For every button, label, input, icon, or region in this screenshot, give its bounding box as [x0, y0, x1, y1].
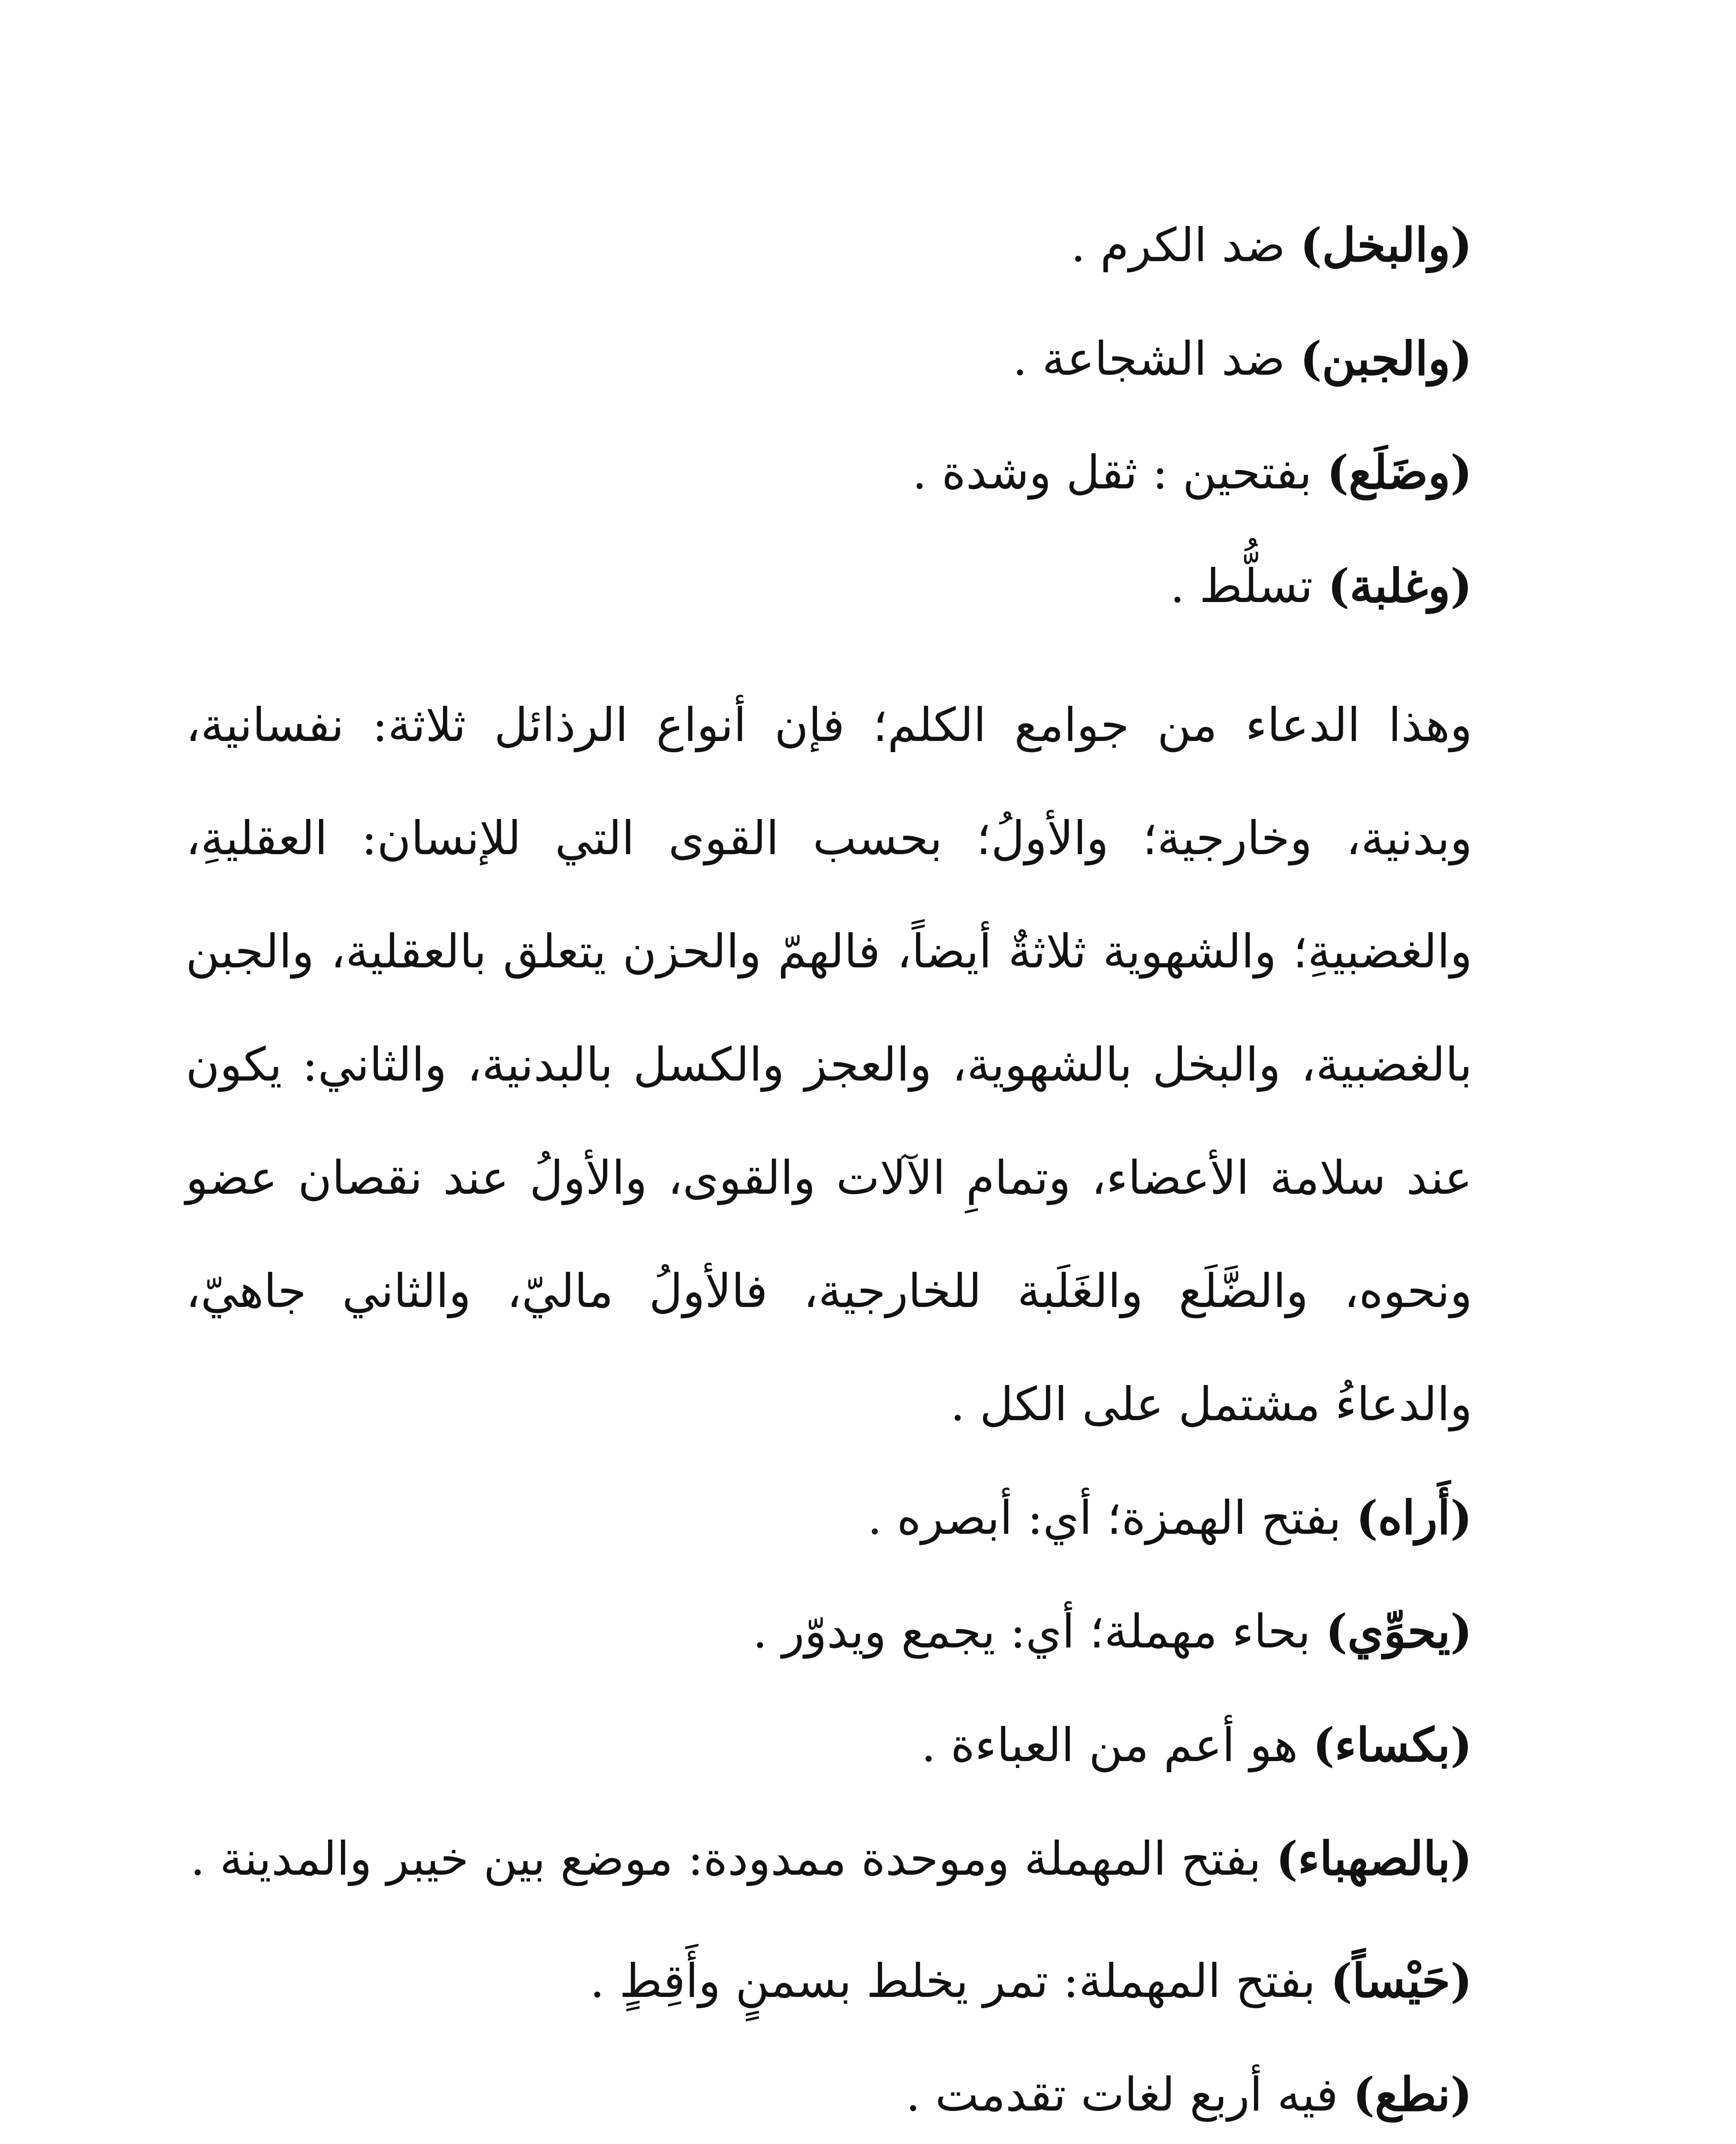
entry-term: (بالصهباء) [1276, 1832, 1472, 1886]
entry-sahba [186, 1802, 1472, 1916]
entry-term: (وضَلَع) [1326, 446, 1472, 500]
entry-definition: ضد الشجاعة . [1013, 332, 1300, 386]
entry-term: (والجبن) [1300, 332, 1472, 386]
entry-term: (وغلبة) [1327, 559, 1472, 613]
entry-dala [186, 416, 1472, 530]
entry-term: (نطع) [1353, 2068, 1472, 2122]
entry-nit [186, 2038, 1472, 2144]
entry-definition: بفتح الهمزة؛ أي: أبصره . [867, 1491, 1356, 1545]
entry-ghalaba [186, 530, 1472, 643]
entry-definition: بفتحين : ثقل وشدة . [912, 446, 1327, 500]
entry-yuhawwi [186, 1575, 1472, 1689]
entry-hays [186, 1924, 1472, 2038]
entry-term: (بكساء) [1313, 1718, 1472, 1772]
entry-jubn [186, 302, 1472, 416]
entry-term: (حَيْساً) [1330, 1954, 1472, 2008]
entry-arahu [186, 1461, 1472, 1575]
entry-kisa [186, 1689, 1472, 1802]
page-content [186, 189, 1472, 2144]
entry-definition: بفتح المهملة: تمر يخلط بسمنٍ وأَقِطٍ . [590, 1954, 1331, 2008]
entry-definition: بفتح المهملة وموحدة ممدودة: موضع بين خيبر والمدينة . [190, 1832, 1276, 1886]
entry-term: (أَراه) [1356, 1491, 1472, 1545]
entry-bukhl [186, 189, 1472, 302]
entry-definition: تسلُّط . [1170, 560, 1328, 613]
entry-term: (يحوِّي) [1325, 1605, 1472, 1659]
entry-definition: ضد الكرم . [1070, 219, 1300, 272]
entry-definition: بحاء مهملة؛ أي: يجمع ويدوّر . [753, 1605, 1326, 1659]
entry-term: (والبخل) [1300, 218, 1472, 272]
commentary-paragraph: وهذا الدعاء من جوامع الكلم؛ فإن أنواع الرذائل ثلاثة: نفسانية، وبدنية، وخارجية؛ والأولُ؛ بحسب القوى التي للإنسان: العقليةِ، والغضبيةِ؛ والشهوية ثلاثةٌ أيضاً، فالهمّ والحزن يتعلق بالعقلية، والجبن بالغضبية، والبخل بالشهوية، والعجز والكسل بالبدنية، والثاني: يكون عند سلامة الأعضاء، وتمامِ الآلات والقوى، والأولُ عند نقصان عضو ونحوه، والضَّلَع والغَلَبة للخارجية، فالأولُ ماليّ، والثاني جاهيّ، والدعاءُ مشتمل على الكل . [186, 699, 1473, 1431]
entry-definition: فيه أربع لغات تقدمت . [905, 2068, 1353, 2122]
entry-definition: هو أعم من العباءة . [921, 1719, 1313, 1772]
